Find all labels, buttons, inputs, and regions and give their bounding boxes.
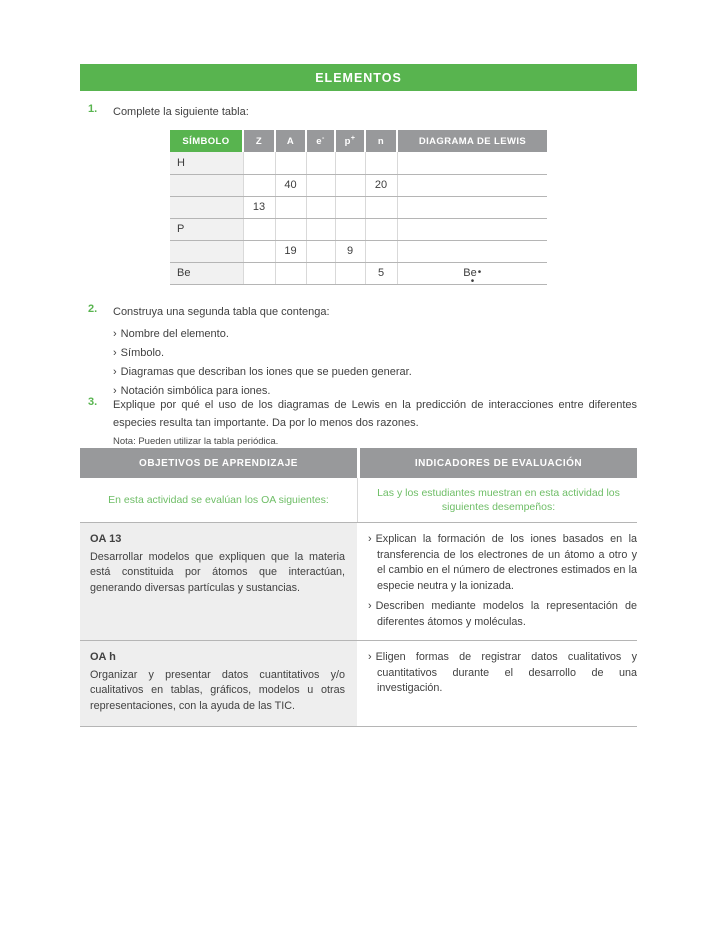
subheader-indicadores: Las y los estudiantes muestran en esta actividad los siguientes desempeños: — [377, 487, 620, 513]
bullet-icon: › — [113, 347, 117, 359]
col-header-objetivos: OBJETIVOS DE APRENDIZAJE — [80, 448, 357, 478]
cell-n: 5 — [365, 262, 397, 284]
question-1 — [88, 103, 249, 121]
question-1-text: Complete la siguiente tabla: — [113, 106, 249, 118]
bullet-icon: › — [368, 533, 372, 545]
cell-z — [243, 152, 275, 174]
indicator-item: › Describen mediante modelos la representación de diferentes átomos y moléculas. — [368, 600, 637, 628]
table-row — [170, 218, 547, 240]
cell-p — [335, 218, 365, 240]
table-row — [170, 152, 547, 174]
col-header-n: n — [365, 130, 397, 152]
cell-lewis — [397, 196, 547, 218]
list-item: › Nombre del elemento. — [113, 328, 229, 340]
bullet-icon: › — [113, 366, 117, 378]
bullet-icon: › — [368, 600, 372, 612]
cell-z — [243, 174, 275, 196]
cell-n — [365, 196, 397, 218]
col-header-z: Z — [243, 130, 275, 152]
evaluation-table-subheader-row — [80, 478, 637, 523]
cell-a: 19 — [275, 240, 306, 262]
table-row — [170, 196, 547, 218]
cell-e — [306, 262, 335, 284]
bullet-icon: › — [113, 328, 117, 340]
col-header-lewis: DIAGRAMA DE LEWIS — [397, 130, 547, 152]
cell-a — [275, 262, 306, 284]
oa-description: Organizar y presentar datos cuantitativos y/o cualitativos en tablas, gráficos, modelos u otras representaciones, con la ayuda de las TIC. — [90, 668, 345, 712]
cell-e — [306, 152, 335, 174]
table-row — [170, 262, 547, 284]
table-row — [170, 240, 547, 262]
question-2-number: 2. — [88, 303, 98, 315]
cell-p — [335, 174, 365, 196]
cell-p — [335, 262, 365, 284]
cell-n — [365, 240, 397, 262]
list-item: › Símbolo. — [113, 347, 165, 359]
page-title-banner — [80, 64, 637, 91]
cell-z — [243, 240, 275, 262]
evaluation-table-header-row — [80, 448, 637, 478]
question-3-note: Nota: Pueden utilizar la tabla periódica. — [113, 436, 279, 447]
oa-cell — [80, 523, 357, 640]
evaluation-table — [80, 448, 637, 727]
cell-p — [335, 152, 365, 174]
list-item: › Notación simbólica para iones. — [113, 385, 271, 397]
evaluation-row-oa13 — [80, 523, 637, 641]
cell-symbol — [170, 196, 243, 218]
oa-title: OA h — [90, 651, 116, 663]
cell-z — [243, 262, 275, 284]
question-1-number: 1. — [88, 103, 98, 115]
elements-table — [170, 130, 547, 285]
cell-a: 40 — [275, 174, 306, 196]
lewis-diagram-be — [463, 267, 482, 287]
cell-symbol — [170, 240, 243, 262]
cell-e — [306, 174, 335, 196]
cell-n — [365, 218, 397, 240]
cell-n: 20 — [365, 174, 397, 196]
indicator-item: › Eligen formas de registrar datos cualitativos y cuantitativos durante el desarrollo de una investigación. — [368, 651, 637, 694]
lewis-symbol: Be — [463, 267, 477, 279]
lewis-electron-dot-right: • — [477, 267, 482, 278]
cell-symbol: Be — [170, 262, 243, 284]
cell-lewis — [397, 218, 547, 240]
table-row — [170, 174, 547, 196]
cell-symbol: H — [170, 152, 243, 174]
question-3 — [88, 396, 637, 447]
col-header-electrons: e- — [306, 130, 335, 152]
elements-table-header-row — [170, 130, 547, 152]
cell-n — [365, 152, 397, 174]
indicators-cell — [360, 641, 637, 726]
cell-lewis — [397, 240, 547, 262]
page-title: ELEMENTOS — [315, 70, 402, 85]
cell-a — [275, 196, 306, 218]
cell-lewis — [397, 174, 547, 196]
col-header-a: A — [275, 130, 306, 152]
oa-cell — [80, 641, 357, 726]
col-header-indicadores: INDICADORES DE EVALUACIÓN — [360, 448, 637, 478]
bullet-icon: › — [113, 385, 117, 397]
cell-z — [243, 218, 275, 240]
subheader-objetivos: En esta actividad se evalúan los OA siguientes: — [108, 494, 329, 506]
cell-lewis — [397, 262, 547, 287]
cell-p — [335, 196, 365, 218]
cell-e — [306, 196, 335, 218]
question-2 — [88, 303, 412, 401]
cell-e — [306, 218, 335, 240]
cell-a — [275, 152, 306, 174]
cell-symbol: P — [170, 218, 243, 240]
question-3-text: Explique por qué el uso de los diagramas de Lewis en la predicción de interacciones entre diferentes especies resulta tan importante. Da por lo menos dos razones. — [113, 399, 637, 429]
cell-lewis — [397, 152, 547, 174]
indicators-cell — [360, 523, 637, 640]
question-2-bullets — [113, 325, 412, 401]
col-header-protons: p+ — [335, 130, 365, 152]
lewis-electron-dot-bottom: • — [470, 276, 475, 287]
bullet-icon: › — [368, 651, 372, 663]
oa-description: Desarrollar modelos que expliquen que la materia está constituida por átomos que interactúan, generando diversas partículas y sustancias. — [90, 550, 345, 594]
oa-title: OA 13 — [90, 533, 122, 545]
question-2-text: Construya una segunda tabla que contenga: — [113, 306, 330, 318]
list-item: › Diagramas que describan los iones que se pueden generar. — [113, 366, 412, 378]
evaluation-row-oah — [80, 641, 637, 727]
cell-p: 9 — [335, 240, 365, 262]
indicator-item: › Explican la formación de los iones basados en la transferencia de los electrones de un átomo a otro y el cambio en el número de electrones estimados en la especie neutra y la ionizada. — [368, 533, 637, 592]
col-header-simbolo: SÍMBOLO — [170, 130, 243, 152]
cell-z: 13 — [243, 196, 275, 218]
question-3-number: 3. — [88, 396, 98, 408]
cell-e — [306, 240, 335, 262]
cell-symbol — [170, 174, 243, 196]
cell-a — [275, 218, 306, 240]
